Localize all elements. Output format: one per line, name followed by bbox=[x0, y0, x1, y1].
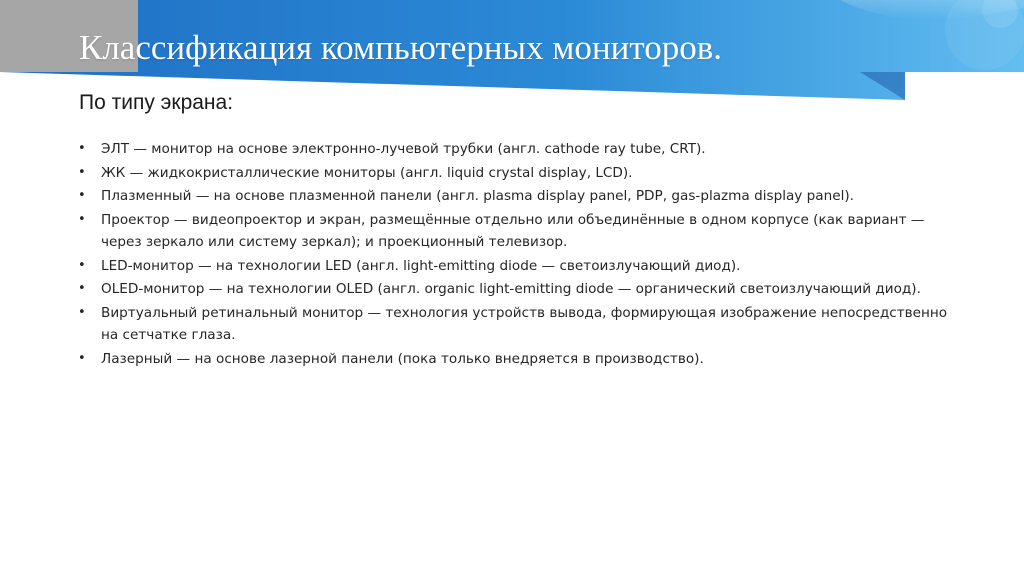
bullet-icon: • bbox=[78, 257, 86, 273]
list-item bbox=[78, 185, 958, 208]
list-item bbox=[78, 138, 958, 161]
list-item bbox=[78, 278, 958, 301]
slide-subtitle: По типу экрана: bbox=[79, 91, 234, 114]
bullet-icon: • bbox=[78, 141, 86, 156]
list-item bbox=[78, 302, 958, 347]
header-band bbox=[0, 0, 1024, 100]
bullet-text: ЖК — жидкокристаллические мониторы (англ. liquid crystal display, LCD). bbox=[101, 164, 633, 181]
list-item bbox=[78, 255, 958, 278]
bullet-text: Виртуальный ретинальный монитор — технология устройств вывода, формирующая изображение непосредственно на сетчатке глаза. bbox=[101, 304, 948, 343]
bullet-icon: • bbox=[78, 304, 86, 320]
bullet-text: Лазерный — на основе лазерной панели (пока только внедряется в производство). bbox=[101, 350, 704, 367]
bullet-icon: • bbox=[78, 350, 86, 366]
bullet-icon: • bbox=[78, 211, 86, 227]
bullet-text: ЭЛТ — монитор на основе электронно-лучевой трубки (англ. cathode ray tube, CRT). bbox=[101, 141, 706, 157]
bullet-text: Проектор — видеопроектор и экран, размещённые отдельно или объединённые в одном корпусе (как вариант — через зеркало или систему зеркал); и проекционный телевизор. bbox=[101, 211, 925, 250]
slide-title: Классификация компьютерных мониторов. bbox=[79, 28, 723, 67]
bullet-icon: • bbox=[78, 188, 86, 203]
list-item bbox=[78, 162, 958, 185]
bullet-text: OLED-монитор — на технологии OLED (англ. organic light-emitting diode — органический светоизлучающий диод). bbox=[101, 281, 921, 297]
bullet-text: Плазменный — на основе плазменной панели (англ. plasma display panel, PDP, gas-plazma display panel). bbox=[101, 188, 855, 204]
list-item bbox=[78, 209, 958, 254]
bullet-icon: • bbox=[78, 281, 86, 296]
list-item bbox=[78, 348, 958, 371]
bullet-text: LED-монитор — на технологии LED (англ. light-emitting diode — светоизлучающий диод). bbox=[101, 257, 741, 274]
bullet-icon: • bbox=[78, 164, 86, 180]
bullet-list bbox=[78, 138, 958, 371]
